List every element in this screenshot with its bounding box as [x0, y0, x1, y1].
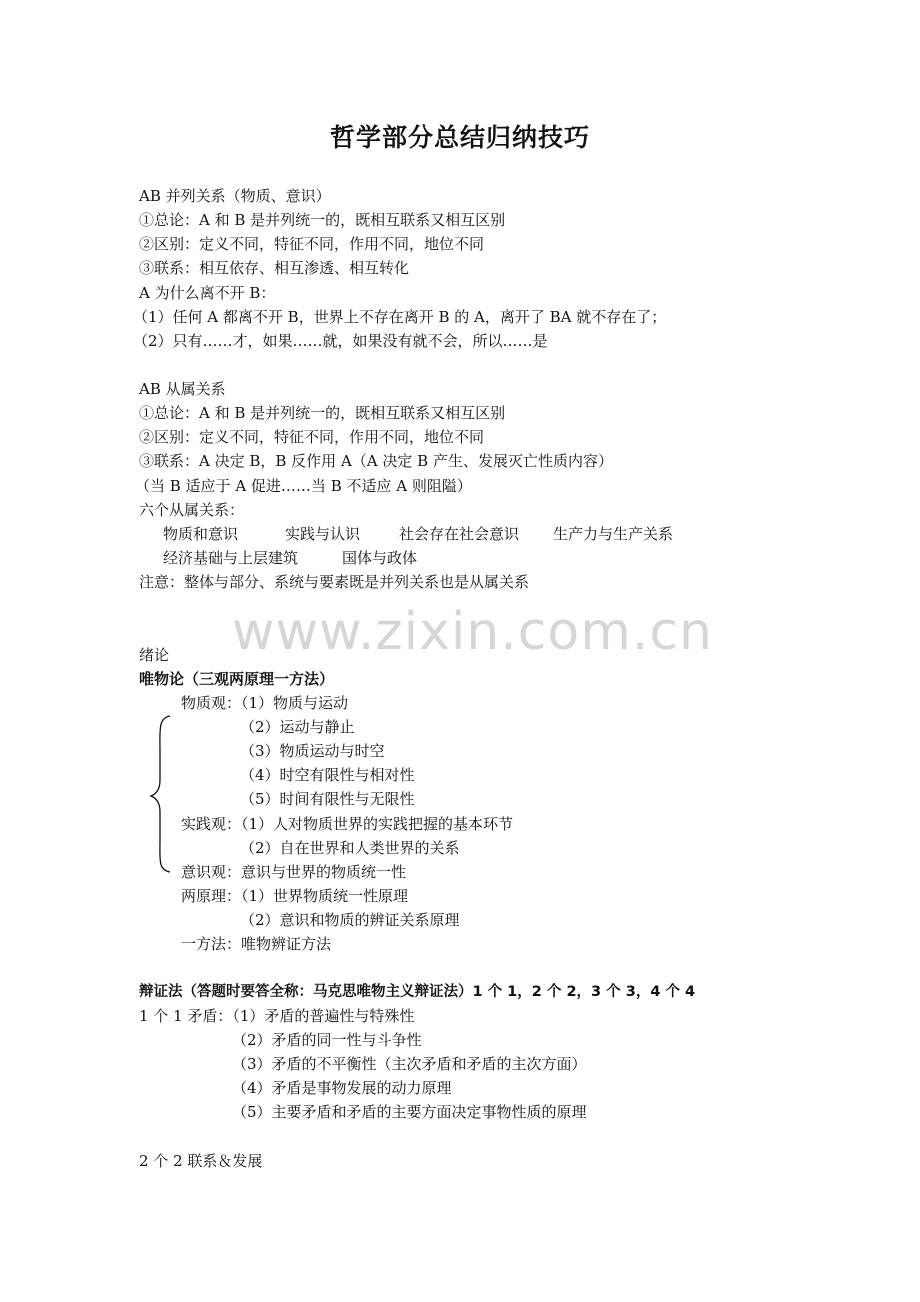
subordinate-note: 注意：整体与部分、系统与要素既是并列关系也是从属关系: [139, 573, 530, 591]
dialectics-heading: 辩证法（答题时要答全称：马克思唯物主义辩证法）1 个 1，2 个 2，3 个 3，4 个 4: [139, 984, 696, 1000]
contradiction-item-4: （4）矛盾是事物发展的动力原理: [232, 1079, 452, 1097]
two-two-heading: 2 个 2 联系＆发展: [139, 1152, 263, 1170]
page-title: 哲学部分总结归纳技巧: [329, 123, 590, 152]
two-principles: 两原理：（1）世界物质统一性原理: [181, 887, 409, 905]
six-relation-item: 社会存在社会意识: [399, 525, 520, 543]
subordinate-difference: ②区别：定义不同，特征不同，作用不同，地位不同: [139, 428, 485, 446]
intro-heading: 绪论: [139, 646, 170, 664]
contradiction-item-2: （2）矛盾的同一性与斗争性: [232, 1031, 422, 1049]
contradiction-item-3: （3）矛盾的不平衡性（主次矛盾和矛盾的主次方面）: [232, 1055, 587, 1073]
practice-item-2: （2）自在世界和人类世界的关系: [240, 839, 460, 857]
matter-item-5: （5）时间有限性与无限性: [240, 790, 415, 808]
parallel-summary: ①总论：A 和 B 是并列统一的，既相互联系又相互区别: [139, 211, 506, 229]
parallel-reason-2: （2）只有……才，如果……就，如果没有就不会，所以……是: [133, 332, 548, 350]
six-relation-item: 生产力与生产关系: [553, 525, 674, 543]
subordinate-connection: ③联系：A 决定 B，B 反作用 A（A 决定 B 产生、发展灭亡性质内容）: [139, 452, 613, 470]
curly-brace-icon: [146, 714, 176, 874]
principle-item-2: （2）意识和物质的辨证关系原理: [240, 911, 460, 929]
watermark: www.zixin.com.cn: [232, 602, 713, 662]
subordinate-connection-note: （当 B 适应于 A 促进……当 B 不适应 A 则阻隘）: [135, 477, 472, 495]
six-relation-item: 经济基础与上层建筑: [163, 549, 299, 567]
matter-item-3: （3）物质运动与时空: [240, 742, 385, 760]
parallel-reason-1: （1）任何 A 都离不开 B，世界上不存在离开 B 的 A，离开了 BA 就不存在了；: [133, 308, 667, 326]
six-relations-heading: 六个从属关系：: [139, 501, 245, 519]
parallel-connection: ③联系：相互依存、相互渗透、相互转化: [139, 259, 410, 277]
six-relation-item: 物质和意识: [163, 525, 239, 543]
matter-item-4: （4）时空有限性与相对性: [240, 766, 415, 784]
parallel-difference: ②区别：定义不同，特征不同，作用不同，地位不同: [139, 235, 485, 253]
materialism-heading: 唯物论（三观两原理一方法）: [139, 670, 335, 688]
parallel-heading: AB 并列关系（物质、意识）: [139, 187, 331, 205]
contradiction-item-5: （5）主要矛盾和矛盾的主要方面决定事物性质的原理: [232, 1103, 587, 1121]
practice-view: 实践观：（1）人对物质世界的实践把握的基本环节: [181, 815, 514, 833]
contradiction-item-1: 1 个 1 矛盾：（1）矛盾的普遍性与特殊性: [139, 1007, 415, 1025]
one-method: 一方法：唯物辨证方法: [181, 935, 332, 953]
six-relation-item: 国体与政体: [342, 549, 418, 567]
parallel-why: A 为什么离不开 B：: [139, 284, 276, 302]
subordinate-summary: ①总论：A 和 B 是并列统一的，既相互联系又相互区别: [139, 404, 506, 422]
matter-item-2: （2）运动与静止: [240, 718, 355, 736]
subordinate-heading: AB 从属关系: [139, 380, 226, 398]
six-relation-item: 实践与认识: [285, 525, 361, 543]
matter-view: 物质观：（1）物质与运动: [181, 694, 349, 712]
consciousness-view: 意识观：意识与世界的物质统一性: [181, 863, 407, 881]
